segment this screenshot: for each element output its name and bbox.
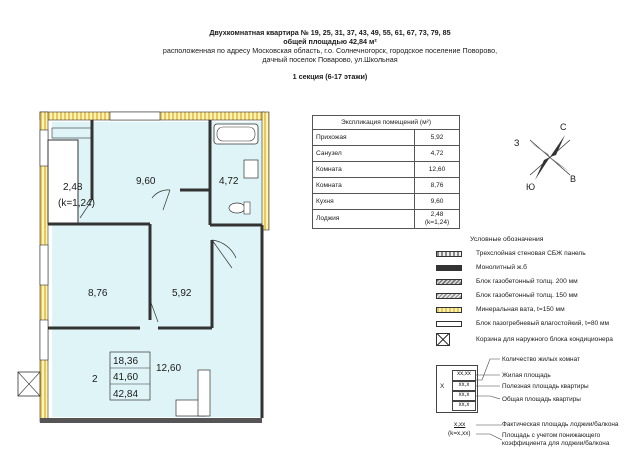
table-row: Лоджия 2,48 (k=1,24) <box>313 210 460 229</box>
table-row: Кухня 9,60 <box>313 194 460 210</box>
total-area-line: общей площадью 42,84 м² <box>283 37 377 46</box>
table-row: Прихожая 5,92 <box>313 130 460 146</box>
window-room-top <box>110 112 160 120</box>
loggia-key-leaders <box>476 420 502 446</box>
window-kitchen <box>40 320 48 360</box>
compass-east: В <box>570 174 577 184</box>
window-room-left <box>40 245 48 285</box>
unit-rooms-count: 2 <box>92 374 98 385</box>
bath-label: 4,72 <box>219 176 239 187</box>
compass-south: Ю <box>526 182 536 192</box>
loggia-k-label: (k=1,24) <box>58 198 95 209</box>
loggia-key-label-1: Фактическая площадь лоджии/балкона <box>502 421 619 428</box>
apartment-title: Двухкомнатная квартира № 19, 25, 31, 37, 43, 49, 55, 61, 67, 73, 79, 85 <box>209 28 451 37</box>
unit-key-cell: xx,x <box>452 391 476 401</box>
table-row: Комната 12,60 <box>313 162 460 178</box>
loggia-key-k: (k=x,xx) <box>448 430 471 437</box>
unit-key-leaders <box>476 355 500 415</box>
toilet-icon <box>229 203 245 213</box>
bottom-wall <box>40 418 262 423</box>
loggia-key-label-2b: коэффициента для лоджии/балкона <box>502 440 610 447</box>
legend-item: Блок газобетонный толщ. 150 мм <box>436 292 578 299</box>
loggia-key-value: x,xx <box>454 421 466 428</box>
room-top-label: 9,60 <box>136 176 156 187</box>
swatch-partition-block-icon <box>436 321 462 327</box>
window-loggia <box>40 130 48 166</box>
section-label: 1 секция (6-17 этажи) <box>292 72 368 81</box>
unit-key-cell: xx,x <box>452 401 476 411</box>
unit-living-area: 18,36 <box>113 356 139 367</box>
hall-label: 5,92 <box>172 288 192 299</box>
swatch-block150-icon <box>436 293 462 299</box>
unit-useful-area: 41,60 <box>113 372 139 383</box>
unit-key-cell: xx,xx <box>452 370 476 381</box>
ac-basket-icon <box>436 333 450 346</box>
legend-item: Корзина для наружного блока кондиционера <box>436 333 613 346</box>
unit-total-area: 42,84 <box>113 389 139 400</box>
unit-key-cell: xx,x <box>452 381 476 391</box>
right-insulation <box>262 112 269 230</box>
swatch-monolith-icon <box>436 265 462 271</box>
compass-north: С <box>560 122 567 132</box>
key-label-living: Жилая площадь <box>502 372 551 379</box>
loggia-area-label: 2,48 <box>63 182 83 193</box>
loggia-key-label-2a: Площадь с учетом понижающего <box>502 432 601 439</box>
room-left-label: 8,76 <box>88 288 108 299</box>
address-line-1: расположенная по адресу Московская область, г.о. Солнечногорск, городское поселение Поворово, <box>162 46 498 55</box>
legend-item: Монолитный ж.б <box>436 264 527 271</box>
legend-item: Блок газобетонный толщ. 200 мм <box>436 278 578 285</box>
table-row: Санузел 4,72 <box>313 146 460 162</box>
kitchen-counter-icon <box>198 370 210 416</box>
legend-item: Блок пазогребневый влагостойкий, t=80 мм <box>436 320 609 327</box>
compass-rose <box>514 122 576 192</box>
key-label-useful: Полезная площадь квартиры <box>502 383 589 390</box>
sink-icon <box>244 160 258 178</box>
explication-table <box>312 115 460 229</box>
swatch-block200-icon <box>436 279 462 285</box>
table-row: Комната 8,76 <box>313 178 460 194</box>
legend-item: Минеральная вата, t=150 мм <box>436 306 565 313</box>
compass-west: З <box>514 138 520 148</box>
legend-item: Трехслойная стеновая СБЖ панель <box>436 250 586 257</box>
legend-title: Условные обозначения <box>470 236 544 243</box>
explication-caption: Экспликация помещений (м²) <box>313 116 460 130</box>
key-label-rooms: Количество жилых комнат <box>502 356 580 363</box>
key-label-total: Общая площадь квартиры <box>502 396 581 403</box>
swatch-mineral-wool-icon <box>436 307 462 313</box>
swatch-panel-icon <box>436 251 462 257</box>
address-line-2: дачный поселок Поварово, ул.Школьная <box>262 55 398 64</box>
unit-key-x: X <box>440 383 445 390</box>
kitchen-label: 12,60 <box>156 363 182 374</box>
